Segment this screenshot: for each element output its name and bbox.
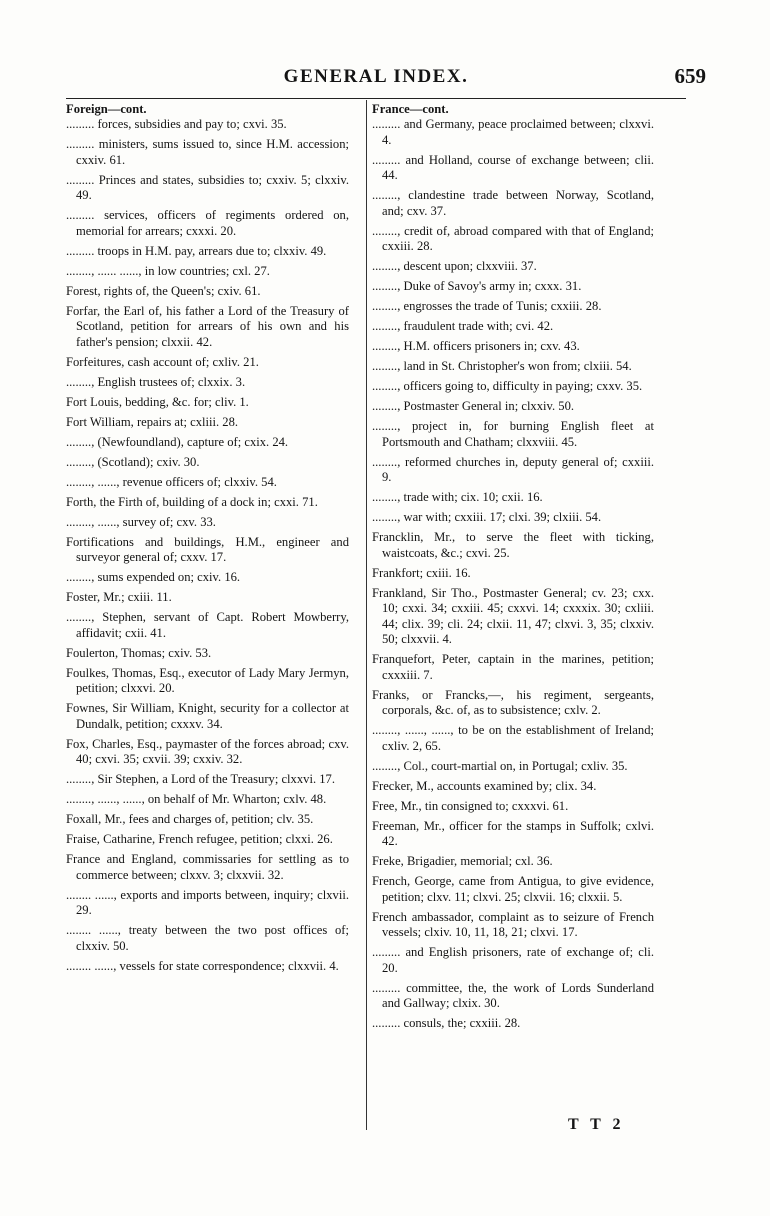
- index-entry: ......... and Holland, course of exchange between; clii. 44.: [372, 152, 654, 182]
- index-entry: ........, ...... ......, in low countries; cxl. 27.: [66, 263, 270, 278]
- index-entry: ........ ......, exports and imports between, inquiry; clxvii. 29.: [66, 887, 349, 917]
- index-entry: Free, Mr., tin consigned to; cxxxvi. 61.: [372, 798, 569, 813]
- index-entry: ......... and Germany, peace proclaimed between; clxxvi. 4.: [372, 117, 654, 147]
- index-entry: ......... ministers, sums issued to, since H.M. accession; cxxiv. 61.: [66, 137, 349, 167]
- index-entry: Francklin, Mr., to serve the fleet with ticking, waistcoats, &c.; cxvi. 25.: [372, 530, 654, 560]
- index-entry: Foulkes, Thomas, Esq., executor of Lady Mary Jermyn, petition; clxxvi. 20.: [66, 665, 349, 695]
- index-entry: Fort Louis, bedding, &c. for; cliv. 1.: [66, 394, 249, 409]
- page-header: [66, 62, 706, 96]
- right-column: [372, 102, 654, 1036]
- index-entry: Frecker, M., accounts examined by; clix. 34.: [372, 778, 597, 793]
- index-entry: ......... troops in H.M. pay, arrears due to; clxxiv. 49.: [66, 243, 327, 258]
- index-entry: ........, engrosses the trade of Tunis; cxxiii. 28.: [372, 299, 602, 313]
- index-entry: ........, Duke of Savoy's army in; cxxx. 31.: [372, 279, 582, 293]
- index-entry: ........, H.M. officers prisoners in; cxv. 43.: [372, 339, 580, 353]
- index-entry: Fownes, Sir William, Knight, security for a collector at Dundalk, petition; cxxxv. 34.: [66, 701, 349, 731]
- index-entry: ........, ......, ......, to be on the establishment of Ireland; cxliv. 2, 65.: [372, 723, 654, 753]
- index-entry: ........, war with; cxxiii. 17; clxi. 39; clxiii. 54.: [372, 510, 602, 524]
- index-entry: Franks, or Francks,—, his regiment, sergeants, corporals, &c. of, as to subsistence; cxlv. 2.: [372, 687, 654, 717]
- index-entry: French ambassador, complaint as to seizure of French vessels; clxiv. 10, 11, 18, 21; clxvi. 17.: [372, 909, 654, 939]
- left-column: [66, 102, 349, 979]
- index-entry: France and England, commissaries for settling as to commerce between; clxxv. 3; clxxvii. 32.: [66, 852, 349, 882]
- index-entry: Forth, the Firth of, building of a dock in; cxxi. 71.: [66, 494, 318, 509]
- index-entry: Frankland, Sir Tho., Postmaster General; cv. 23; cxx. 10; cxxi. 34; cxxiii. 45; cxxvi. 14; cxxxix. 30; cxliii. 44; clix. 39; cli. 24; clxii. 11, 47; clxvi. 3, 35; clxxiv. 50; clxxvii. 4.: [372, 585, 654, 646]
- column-divider: [366, 100, 367, 1130]
- index-entry: ......... services, officers of regiments ordered on, memorial for arrears; cxxxi. 20.: [66, 208, 349, 238]
- index-entry: ........, ......, survey of; cxv. 33.: [66, 514, 216, 529]
- index-entry: Forfar, the Earl of, his father a Lord of the Treasury of Scotland, petition for arrears of his own and his father's pension; clxxii. 42.: [66, 303, 349, 349]
- index-entry: ........, English trustees of; clxxix. 3.: [66, 374, 246, 389]
- index-entry: ........ ......, vessels for state correspondence; clxxvii. 4.: [66, 958, 339, 973]
- column-heading: France—cont.: [372, 102, 449, 116]
- index-entry: ........, Postmaster General in; clxxiv. 50.: [372, 399, 575, 413]
- index-entry: Fortifications and buildings, H.M., engineer and surveyor general of; cxxv. 17.: [66, 534, 349, 564]
- index-entry: ........, sums expended on; cxiv. 16.: [66, 570, 241, 584]
- index-entry: Foxall, Mr., fees and charges of, petition; clv. 35.: [66, 812, 314, 826]
- signature-mark: T T 2: [568, 1116, 625, 1133]
- index-entry: Freke, Brigadier, memorial; cxl. 36.: [372, 854, 553, 868]
- running-title: GENERAL INDEX.: [283, 66, 469, 87]
- index-entry: French, George, came from Antigua, to give evidence, petition; clxv. 11; clxvi. 25; clxvii. 16; clxxii. 5.: [372, 874, 654, 904]
- index-entry: ........, fraudulent trade with; cvi. 42.: [372, 319, 554, 333]
- index-entry: ........, land in St. Christopher's won from; clxiii. 54.: [372, 359, 632, 373]
- column-heading: Foreign—cont.: [66, 102, 147, 116]
- index-entry: Frankfort; cxiii. 16.: [372, 565, 471, 580]
- index-entry: ........, Stephen, servant of Capt. Robert Mowberry, affidavit; cxii. 41.: [66, 610, 349, 640]
- index-entry: Fraise, Catharine, French refugee, petition; clxxi. 26.: [66, 832, 333, 846]
- header-rule: [66, 98, 686, 99]
- index-entry: ........, (Newfoundland), capture of; cxix. 24.: [66, 434, 289, 449]
- index-entry: Franquefort, Peter, captain in the marines, petition; cxxxiii. 7.: [372, 652, 654, 682]
- index-entry: ........, credit of, abroad compared with that of England; cxxiii. 28.: [372, 223, 654, 253]
- index-entry: ......... consuls, the; cxxiii. 28.: [372, 1016, 521, 1030]
- index-entry: Foster, Mr.; cxiii. 11.: [66, 590, 172, 604]
- index-entry: ......... forces, subsidies and pay to; cxvi. 35.: [66, 117, 287, 131]
- index-entry: ........, reformed churches in, deputy general of; cxxiii. 9.: [372, 454, 654, 484]
- index-entry: ......... committee, the, the work of Lords Sunderland and Gallway; clxix. 30.: [372, 980, 654, 1010]
- index-entry: ........, project in, for burning English fleet at Portsmouth and Chatham; clxxviii. 45.: [372, 419, 654, 449]
- index-entry: Forfeitures, cash account of; cxliv. 21.: [66, 354, 259, 369]
- index-entry: ........ ......, treaty between the two post offices of; clxxiv. 50.: [66, 923, 349, 953]
- left-entries: [66, 117, 349, 974]
- index-entry: ........, officers going to, difficulty in paying; cxxv. 35.: [372, 379, 643, 393]
- index-entry: Fox, Charles, Esq., paymaster of the forces abroad; cxv. 40; cxvi. 35; cxvii. 39; cxxiv. 32.: [66, 736, 349, 766]
- index-entry: ........, descent upon; clxxviii. 37.: [372, 259, 537, 273]
- page-number: 659: [674, 64, 706, 88]
- index-entry: ........, Col., court-martial on, in Portugal; cxliv. 35.: [372, 758, 628, 773]
- index-entry: ........, ......, ......, on behalf of Mr. Wharton; cxlv. 48.: [66, 792, 327, 806]
- index-entry: ......... and English prisoners, rate of exchange of; cli. 20.: [372, 945, 654, 975]
- index-entry: ........, ......, revenue officers of; clxxiv. 54.: [66, 474, 277, 489]
- index-entry: Forest, rights of, the Queen's; cxiv. 61.: [66, 283, 261, 298]
- index-entry: Freeman, Mr., officer for the stamps in Suffolk; cxlvi. 42.: [372, 818, 654, 848]
- right-entries: [372, 117, 654, 1032]
- index-entry: ........, Sir Stephen, a Lord of the Treasury; clxxvi. 17.: [66, 772, 335, 786]
- index-entry: ........, trade with; cix. 10; cxii. 16.: [372, 490, 543, 504]
- index-entry: ......... Princes and states, subsidies to; cxxiv. 5; clxxiv. 49.: [66, 172, 349, 202]
- index-entry: ........, clandestine trade between Norway, Scotland, and; cxv. 37.: [372, 188, 654, 218]
- index-entry: Fort William, repairs at; cxliii. 28.: [66, 414, 239, 429]
- index-entry: ........, (Scotland); cxiv. 30.: [66, 454, 200, 469]
- index-entry: Foulerton, Thomas; cxiv. 53.: [66, 645, 212, 660]
